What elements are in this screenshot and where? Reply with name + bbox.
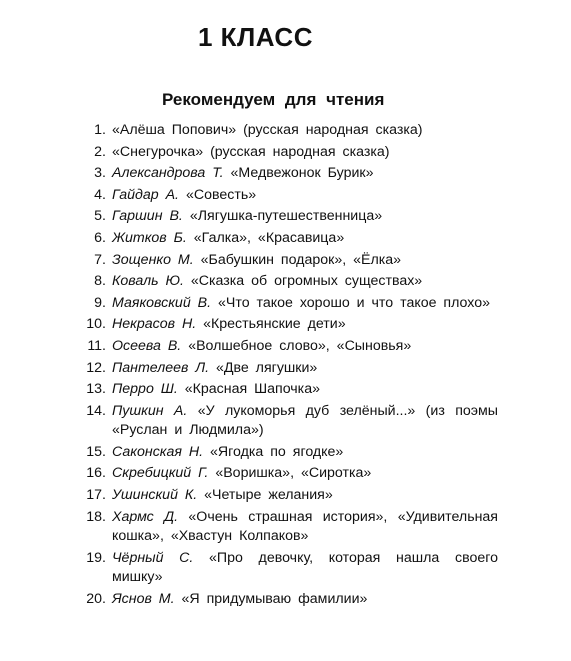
item-number: 19. — [86, 549, 106, 566]
item-number: 2. — [94, 143, 106, 160]
item-entry — [112, 164, 498, 184]
item-title: «Красная Шапочка» — [184, 381, 320, 398]
list-item — [78, 143, 498, 163]
list-item — [78, 508, 498, 547]
item-author: Маяковский В. — [112, 294, 212, 311]
list-item — [78, 486, 498, 506]
item-number: 4. — [94, 186, 106, 203]
item-number: 20. — [86, 590, 106, 607]
item-entry — [112, 443, 498, 463]
item-author: Гайдар А. — [112, 186, 179, 203]
list-item — [78, 464, 498, 484]
item-author: Перро Ш. — [112, 381, 178, 398]
item-title: «Крестьянские дети» — [203, 316, 346, 333]
item-number: 14. — [86, 402, 106, 419]
item-number: 12. — [86, 359, 106, 376]
list-item — [78, 590, 498, 610]
list-item — [78, 272, 498, 292]
item-entry — [112, 121, 498, 141]
item-author: Чёрный С. — [112, 549, 194, 566]
list-item — [78, 251, 498, 271]
item-entry — [112, 229, 498, 249]
item-title: «Воришка», «Сиротка» — [215, 465, 372, 482]
list-item — [78, 380, 498, 400]
item-entry — [112, 207, 498, 227]
list-item — [78, 186, 498, 206]
item-title: «У лукоморья дуб зелёный...» (из поэмы «Руслан и Людмила») — [112, 402, 498, 439]
item-number: 18. — [86, 508, 106, 525]
page-title: 1 КЛАСС — [198, 22, 313, 52]
item-number: 8. — [94, 273, 106, 290]
item-author: Пушкин А. — [112, 402, 188, 419]
item-number: 15. — [86, 443, 106, 460]
item-number: 10. — [86, 316, 106, 333]
item-number: 16. — [86, 465, 106, 482]
item-title: «Волшебное слово», «Сыновья» — [188, 337, 412, 354]
list-item — [78, 443, 498, 463]
section-title: Рекомендуем для чтения — [162, 90, 385, 109]
reading-list — [78, 121, 498, 611]
item-entry — [112, 294, 498, 314]
list-item — [78, 315, 498, 335]
item-entry — [112, 251, 498, 271]
item-entry — [112, 359, 498, 379]
item-title: «Про девочку, которая нашла своего мишку» — [112, 549, 498, 586]
item-number: 17. — [86, 487, 106, 503]
list-item — [78, 337, 498, 357]
item-title: «Бабушкин подарок», «Ёлка» — [200, 251, 402, 268]
item-title: «Снегурочка» (русская народная сказка) — [112, 143, 390, 160]
item-author: Гаршин В. — [112, 208, 183, 225]
item-number: 1. — [94, 122, 106, 138]
item-title: «Я придумываю фамилии» — [181, 590, 368, 607]
list-item — [78, 121, 498, 141]
item-title: «Галка», «Красавица» — [193, 229, 345, 246]
item-author: Осеева В. — [112, 337, 182, 354]
item-entry — [112, 464, 498, 484]
item-entry — [112, 402, 498, 441]
item-entry — [112, 315, 498, 335]
item-author: Саконская Н. — [112, 443, 204, 460]
item-title: «Очень страшная история», «Удивительная кошка», «Хвастун Колпаков» — [112, 508, 498, 545]
list-item — [78, 359, 498, 379]
item-author: Хармс Д. — [112, 508, 179, 525]
list-item — [78, 207, 498, 227]
item-number: 5. — [94, 208, 106, 225]
item-title: «Совесть» — [185, 186, 257, 203]
list-item — [78, 164, 498, 184]
item-author: Некрасов Н. — [112, 316, 197, 333]
item-number: 9. — [94, 294, 106, 311]
item-author: Яснов М. — [112, 590, 175, 607]
item-author: Александрова Т. — [112, 165, 224, 182]
item-title: «Медвежонок Бурик» — [230, 165, 374, 182]
item-author: Ушинский К. — [112, 487, 198, 503]
item-title: «Сказка об огромных существах» — [190, 273, 423, 290]
item-entry — [112, 508, 498, 547]
item-number: 7. — [94, 251, 106, 268]
item-number: 13. — [86, 381, 106, 398]
list-item — [78, 402, 498, 441]
list-item — [78, 294, 498, 314]
item-entry — [112, 186, 498, 206]
list-item — [78, 229, 498, 249]
item-author: Житков Б. — [112, 229, 187, 246]
item-author: Скребицкий Г. — [112, 465, 209, 482]
item-title: «Четыре желания» — [204, 487, 333, 503]
item-entry — [112, 143, 498, 163]
item-title: «Алёша Попович» (русская народная сказка) — [112, 122, 423, 138]
item-author: Пантелеев Л. — [112, 359, 210, 376]
item-author: Зощенко М. — [112, 251, 194, 268]
item-title: «Ягодка по ягодке» — [210, 443, 344, 460]
item-number: 3. — [94, 165, 106, 182]
item-title: «Две лягушки» — [215, 359, 318, 376]
item-entry — [112, 272, 498, 292]
item-entry — [112, 337, 498, 357]
item-entry — [112, 380, 498, 400]
item-number: 11. — [87, 337, 106, 354]
list-item — [78, 549, 498, 588]
item-entry — [112, 590, 498, 610]
item-entry — [112, 549, 498, 588]
item-title: «Что такое хорошо и что такое плохо» — [218, 294, 490, 311]
item-author: Коваль Ю. — [112, 273, 184, 290]
item-number: 6. — [94, 229, 106, 246]
item-entry — [112, 486, 498, 506]
item-title: «Лягушка-путешественница» — [189, 208, 383, 225]
